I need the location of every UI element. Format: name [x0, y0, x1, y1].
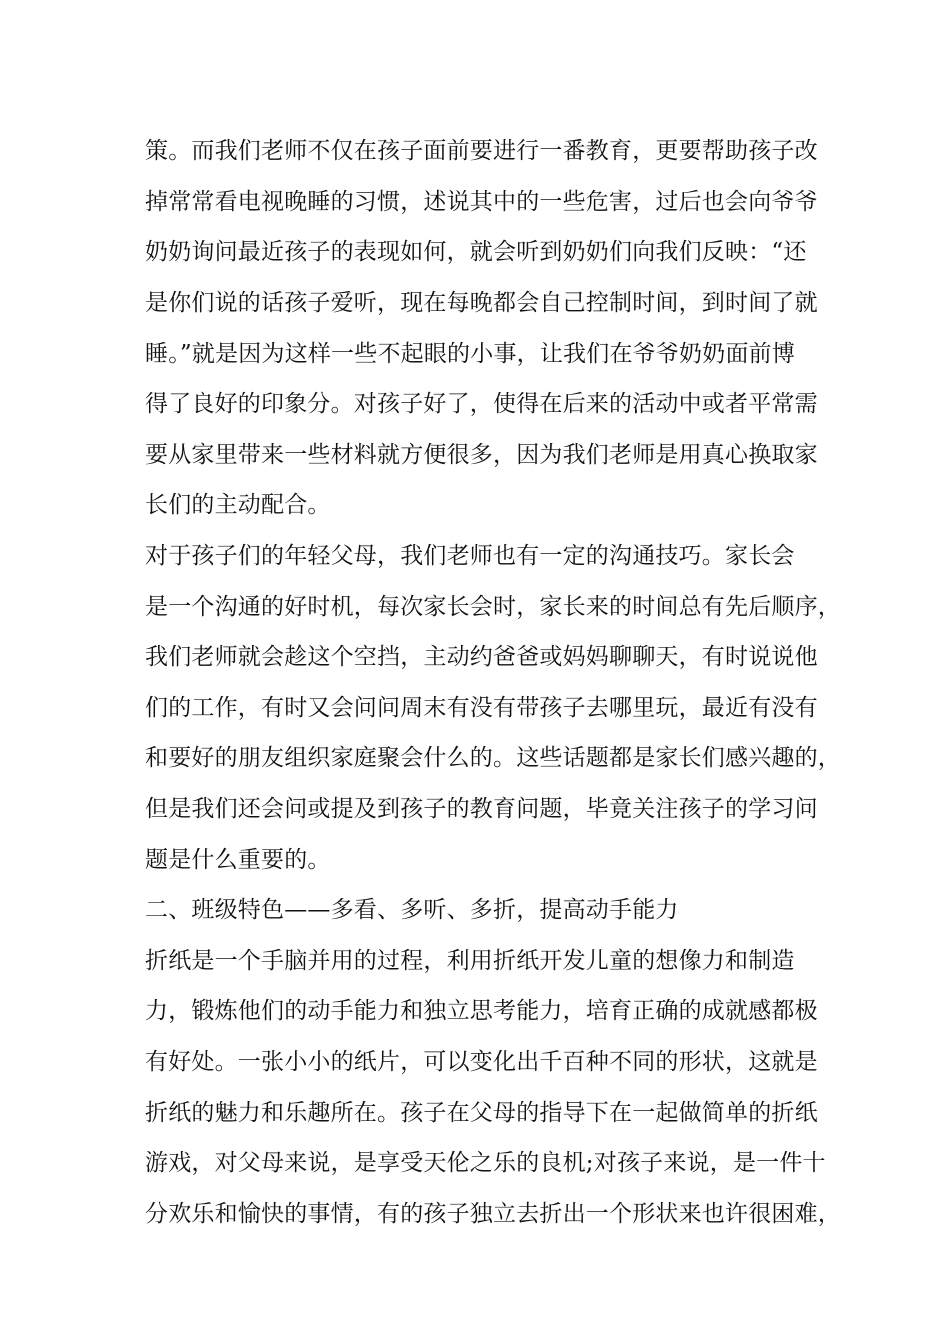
text-line: 我们老师就会趁这个空挡，主动约爸爸或妈妈聊聊天，有时说说他 — [145, 644, 818, 670]
text-line: 但是我们还会问或提及到孩子的教育问题，毕竟关注孩子的学习问 — [145, 796, 818, 822]
paragraph-start-line: 折纸是一个手脑并用的过程，利用折纸开发儿童的想像力和制造 — [145, 948, 795, 974]
text-line: 得了良好的印象分。对孩子好了，使得在后来的活动中或者平常需 — [145, 391, 818, 417]
text-line: 睡。”就是因为这样一些不起眼的小事，让我们在爷爷奶奶面前博 — [145, 341, 796, 367]
text-line: 掉常常看电视晚睡的习惯，述说其中的一些危害，过后也会向爷爷 — [145, 189, 818, 215]
text-line: 分欢乐和愉快的事情，有的孩子独立去折出一个形状来也许很困难， — [145, 1201, 841, 1227]
text-line: 游戏，对父母来说，是享受天伦之乐的良机;对孩子来说，是一件十 — [145, 1150, 826, 1176]
text-line: 题是什么重要的。 — [145, 847, 331, 873]
section-heading: 二、班级特色——多看、多听、多折，提高动手能力 — [145, 897, 679, 923]
text-line: 长们的主动配合。 — [145, 492, 331, 518]
paragraph-start-line: 对于孩子们的年轻父母，我们老师也有一定的沟通技巧。家长会 — [145, 543, 795, 569]
text-line: 是一个沟通的好时机，每次家长会时，家长来的时间总有先后顺序， — [145, 594, 841, 620]
text-line: 要从家里带来一些材料就方便很多，因为我们老师是用真心换取家 — [145, 442, 818, 468]
text-line: 奶奶询问最近孩子的表现如何，就会听到奶奶们向我们反映：“还 — [145, 239, 807, 265]
text-line: 折纸的魅力和乐趣所在。孩子在父母的指导下在一起做简单的折纸 — [145, 1100, 818, 1126]
text-line: 和要好的朋友组织家庭聚会什么的。这些话题都是家长们感兴趣的， — [145, 745, 841, 771]
text-line: 是你们说的话孩子爱听，现在每晚都会自己控制时间，到时间了就 — [145, 290, 818, 316]
text-line: 有好处。一张小小的纸片，可以变化出千百种不同的形状，这就是 — [145, 1049, 818, 1075]
text-line: 们的工作，有时又会问问周末有没有带孩子去哪里玩，最近有没有 — [145, 695, 818, 721]
text-line: 策。而我们老师不仅在孩子面前要进行一番教育，更要帮助孩子改 — [145, 138, 818, 164]
text-line: 力，锻炼他们的动手能力和独立思考能力，培育正确的成就感都极 — [145, 998, 818, 1024]
